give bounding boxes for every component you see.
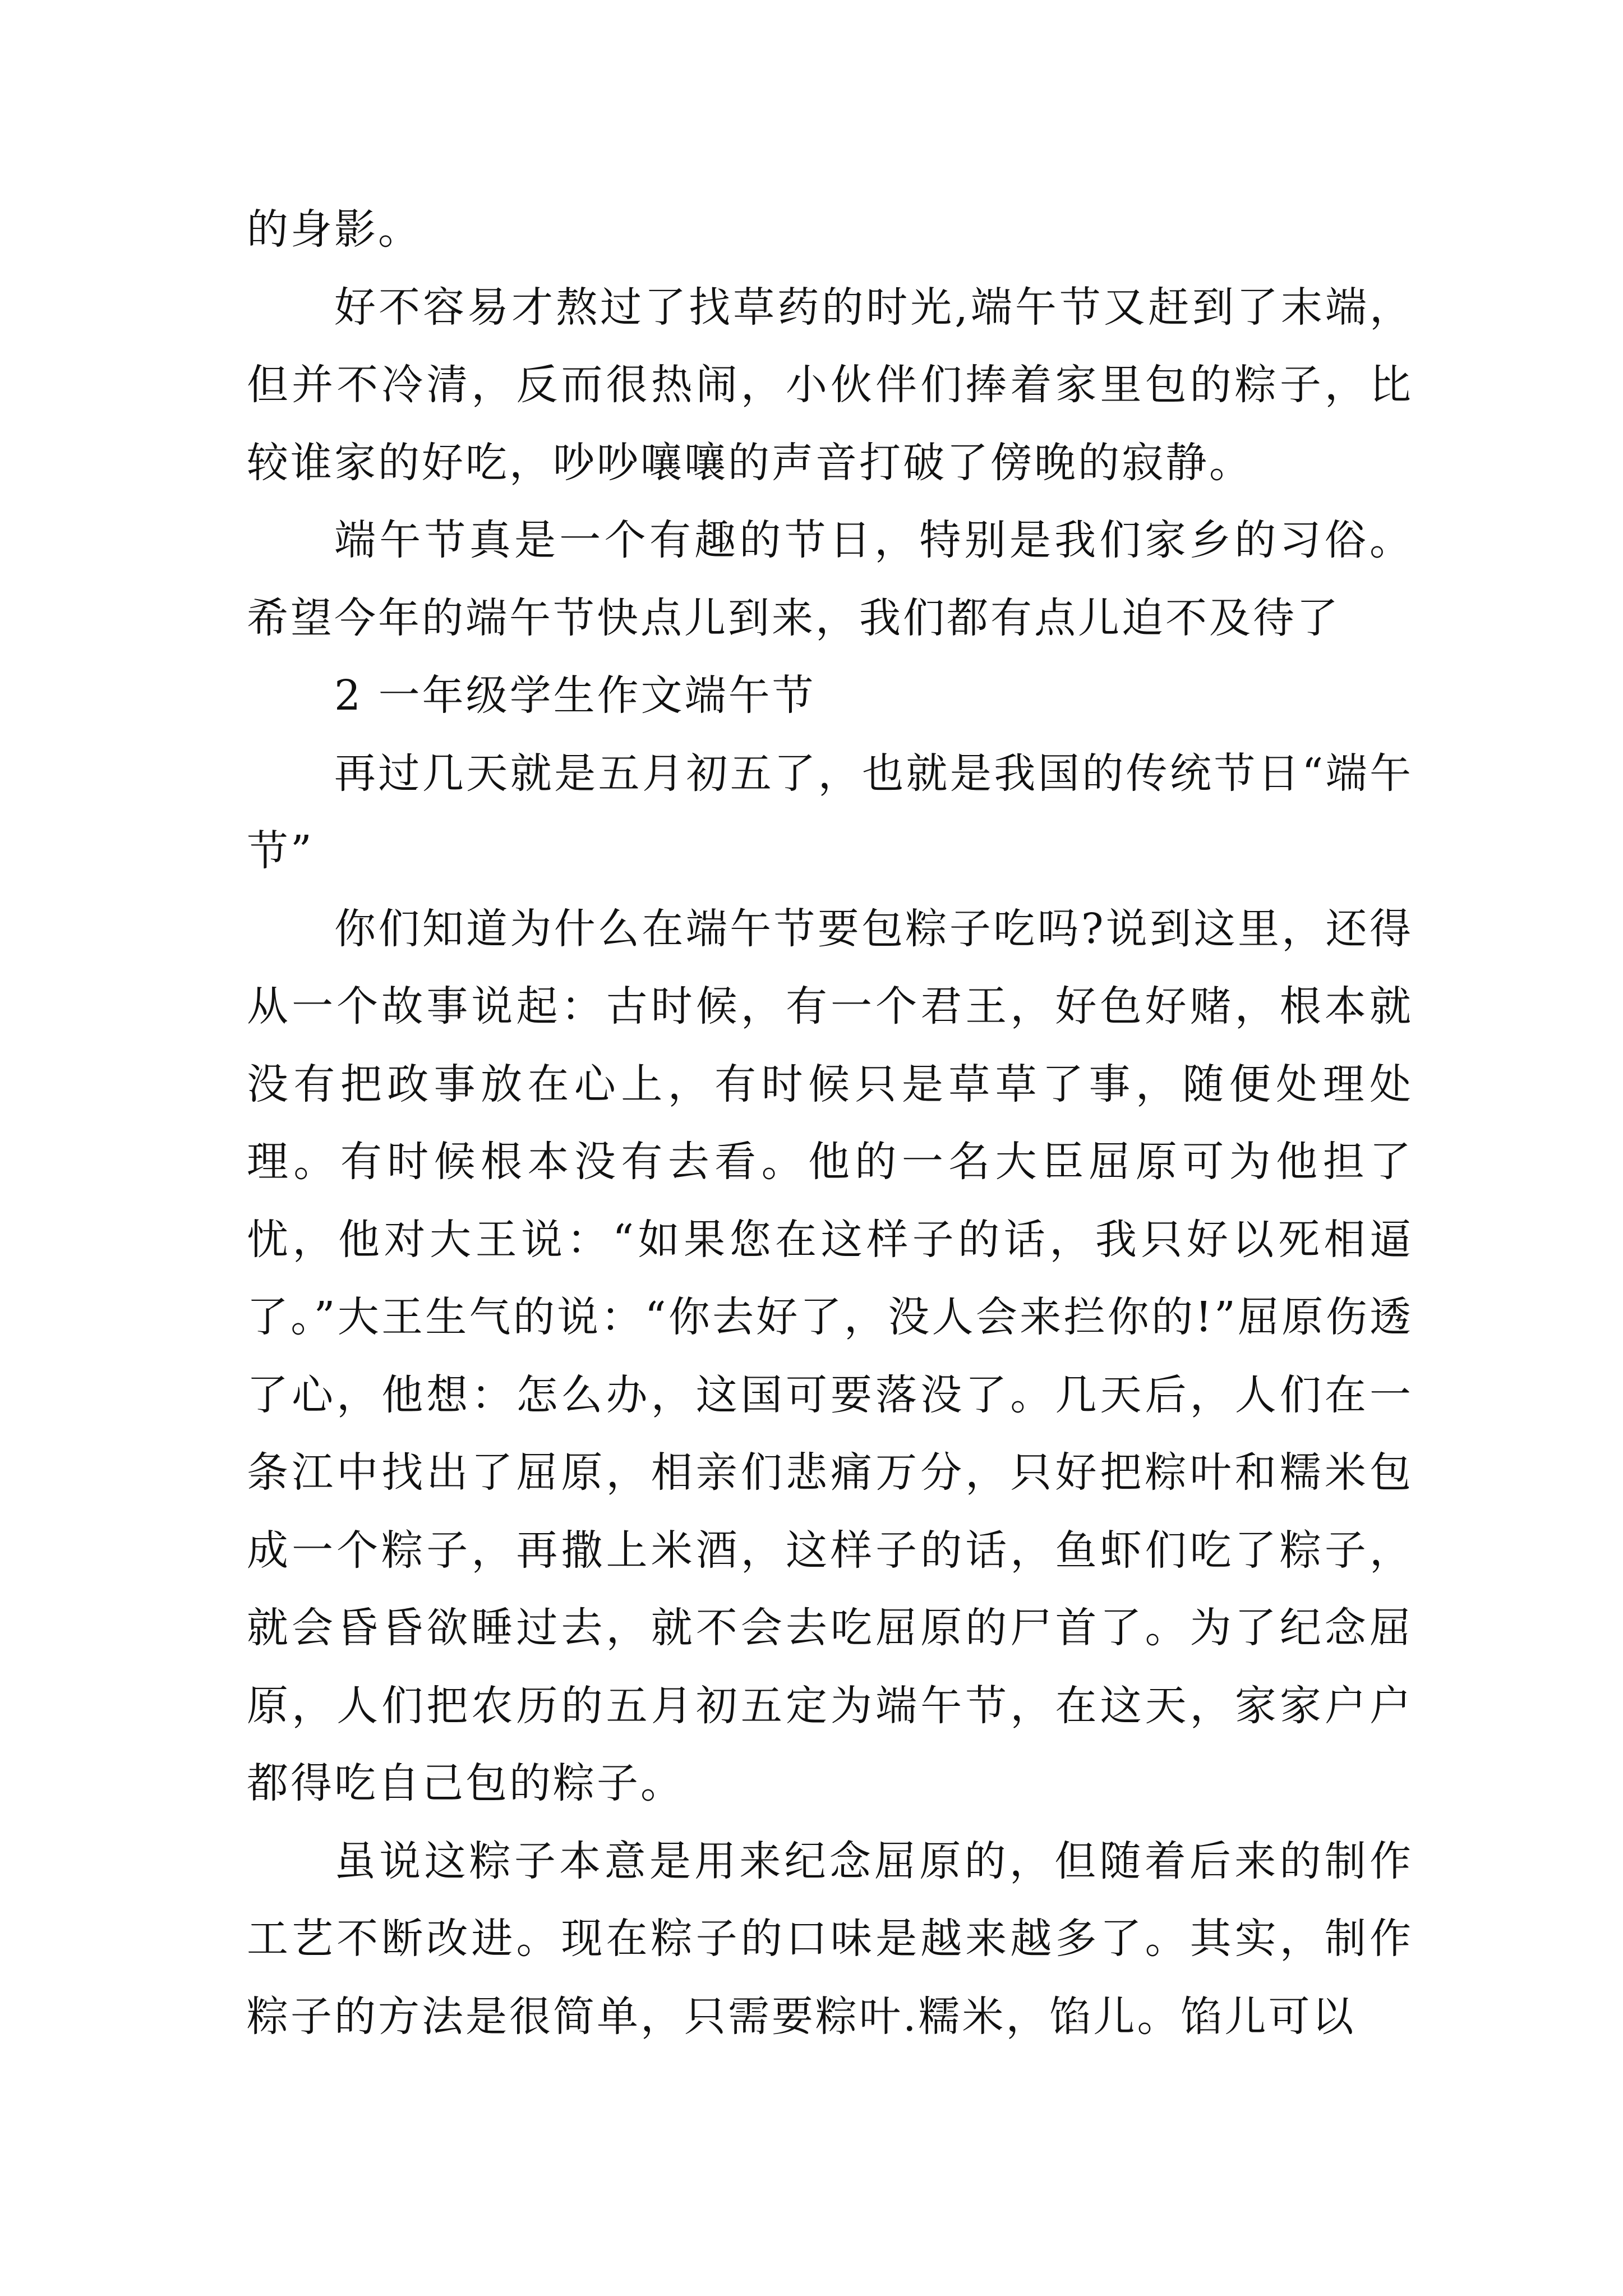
paragraph-quyuan-story: 你们知道为什么在端午节要包粽子吃吗?说到这里，还得从一个故事说起：古时候，有一个君王，好色好赌，根本就没有把政事放在心上，有时候只是草草了事，随便处理处理。有时候根本没有去看。他的一名大臣屈原可为他担了忧，他对大王说：“如果您在这样子的话，我只好以死相逼了。”大王生气的说：“你去好了，没人会来拦你的!”屈原伤透了心，他想：怎么办，这国可要落没了。几天后，人们在一条江中找出了屈原，相亲们悲痛万分，只好把粽叶和糯米包成一个粽子，再撒上米酒，这样子的话，鱼虾们吃了粽子，就会昏昏欲睡过去，就不会去吃屈原的尸首了。为了纪念屈原，人们把农历的五月初五定为端午节，在这天，家家户户都得吃自己包的粽子。: [247, 904, 1413, 1807]
essay-heading: 2 一年级学生作文端午节: [334, 671, 816, 720]
paragraph-festival-evening: 好不容易才熬过了找草药的时光,端午节又赶到了末端，但并不冷清，反而很热闹，小伙伴们捧着家里包的粽子，比较谁家的好吃，吵吵嚷嚷的声音打破了傍晚的寂静。: [247, 283, 1413, 487]
paragraph-festival-conclusion: 端午节真是一个有趣的节日，特别是我们家乡的习俗。希望今年的端午节快点儿到来，我们都有点儿迫不及待了: [247, 516, 1413, 642]
paragraph-intro: 再过几天就是五月初五了，也就是我国的传统节日“端午节”: [247, 749, 1413, 875]
document-body: [247, 191, 1413, 2055]
paragraph-continuation: 的身影。: [247, 205, 422, 254]
paragraph-zongzi-making: 虽说这粽子本意是用来纪念屈原的，但随着后来的制作工艺不断改进。现在粽子的口味是越来越多了。其实，制作粽子的方法是很简单，只需要粽叶.糯米，馅儿。馅儿可以: [247, 1837, 1413, 2041]
